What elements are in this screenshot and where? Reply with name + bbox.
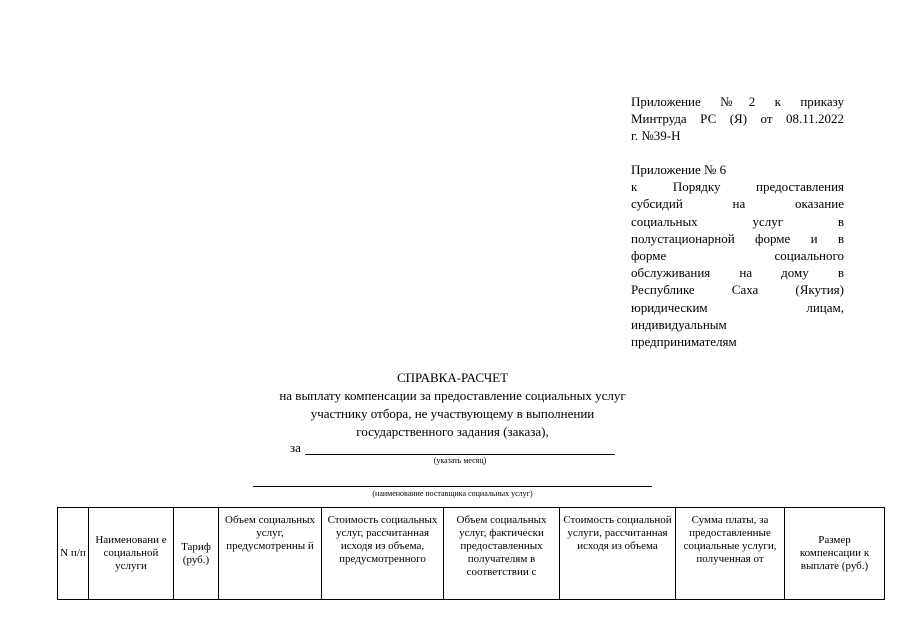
column-header-planned-volume bbox=[219, 508, 322, 600]
column-header-number: N п/п bbox=[58, 508, 89, 600]
annex-1-line: Приложение №2 к приказу bbox=[631, 94, 844, 109]
annex-6-line: к Порядку предоставления bbox=[631, 179, 844, 195]
supplier-blank-line bbox=[253, 486, 652, 487]
calculation-table bbox=[57, 507, 885, 600]
document-subtitle-line: участнику отбора, не участвующему в выполнении bbox=[310, 406, 595, 421]
column-header-tariff: Тариф (руб.) bbox=[174, 508, 219, 600]
supplier-hint: (наименование поставщика социальных услуг) bbox=[372, 489, 533, 498]
annex-6-line: социальных услуг в bbox=[631, 213, 844, 229]
column-header-compensation: Размер компенсации к выплате (руб.) bbox=[785, 508, 885, 600]
period-prefix: за bbox=[290, 440, 301, 455]
column-header-text: Стоимость социальной услуги, рассчитанная исходя из объема bbox=[563, 514, 672, 552]
document-title: СПРАВКА-РАСЧЕТ bbox=[396, 370, 509, 385]
column-header-payment-received bbox=[676, 508, 785, 600]
column-header-planned-cost bbox=[322, 508, 444, 600]
column-header-text: Сумма платы, за предоставленные социальные услуги, полученная от bbox=[683, 514, 777, 565]
column-header-text: Стоимость социальных услуг, рассчитанная исходя из объема, предусмотренного bbox=[327, 514, 438, 565]
annex-6-line: форме социального bbox=[631, 248, 844, 264]
document-subtitle-line: государственного задания (заказа), bbox=[356, 424, 549, 439]
annex-6-line: субсидий на оказание bbox=[631, 196, 844, 212]
column-header-service-name: Наименовани е социальной услуги bbox=[89, 508, 174, 600]
annex-6-line: полустационарной форме и в bbox=[631, 230, 844, 246]
column-header-text: Объем социальных услуг, предусмотренны й bbox=[225, 514, 315, 552]
period-hint: (указать месяц) bbox=[433, 456, 487, 465]
column-header-actual-volume bbox=[444, 508, 560, 600]
annex-6-line: Республике Саха (Якутия) bbox=[631, 282, 844, 298]
period-blank-line bbox=[305, 454, 615, 455]
annex-1-line: г. №39-Н bbox=[631, 128, 681, 144]
table-header-row bbox=[58, 508, 885, 600]
document-title-block bbox=[0, 369, 905, 441]
annex-1-line: Минтруда РС (Я) от 08.11.2022 bbox=[631, 111, 844, 127]
document-subtitle-line: на выплату компенсации за предоставление социальных услуг bbox=[279, 388, 626, 403]
column-header-service-cost bbox=[560, 508, 676, 600]
annex-6-line: юридическим лицам, bbox=[631, 299, 844, 315]
annex-1-block bbox=[631, 93, 844, 145]
column-header-text: Объем социальных услуг, фактически предоставленных получателям в соответствии с bbox=[456, 514, 547, 578]
annex-6-line: обслуживания на дому в bbox=[631, 265, 844, 281]
annex-6-line: индивидуальным bbox=[631, 316, 727, 332]
annex-6-line: предпринимателям bbox=[631, 334, 737, 350]
annex-6-heading: Приложение № 6 bbox=[631, 162, 727, 177]
annex-6-block bbox=[631, 161, 844, 350]
